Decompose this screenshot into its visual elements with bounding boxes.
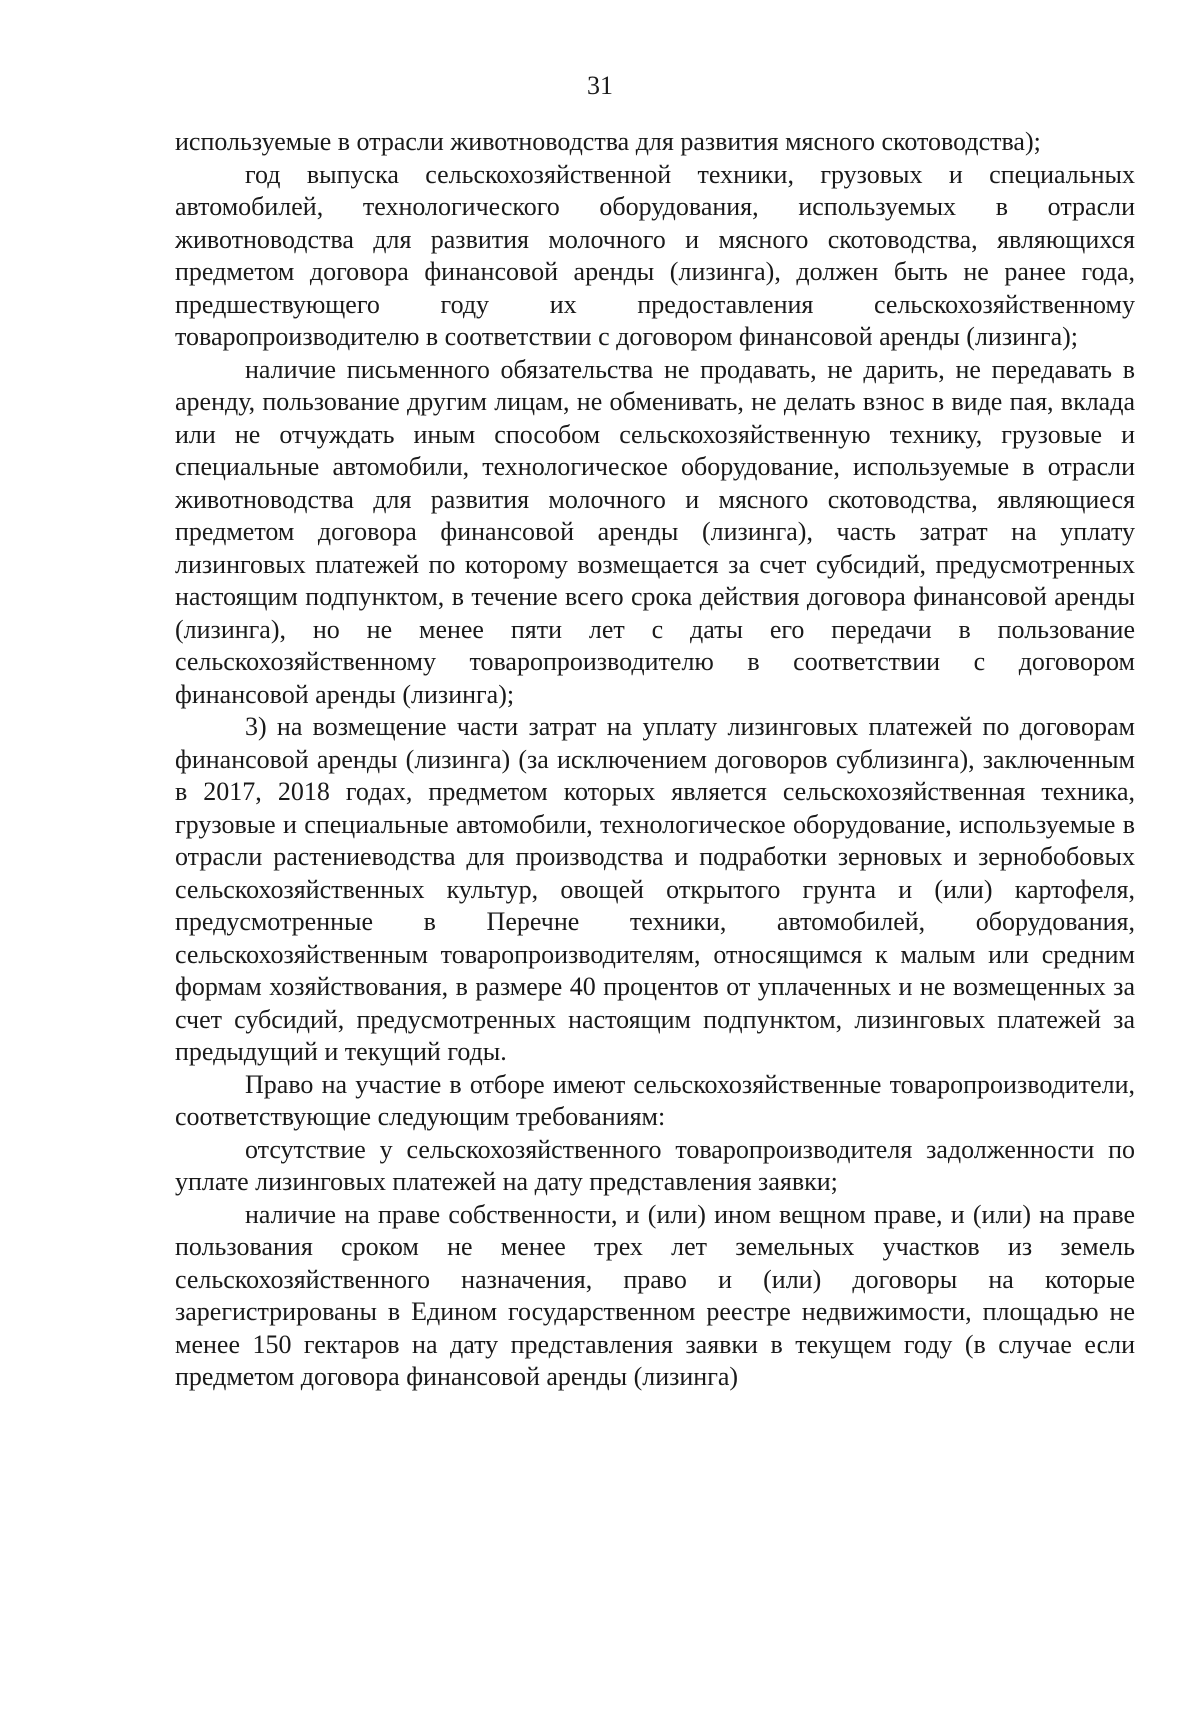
paragraph-continuation: используемые в отрасли животноводства для развития мясного скотоводства); [175,127,1041,156]
document-body [175,126,1135,1394]
paragraph-item-3: 3) на возмещение части затрат на уплату лизинговых платежей по договорам финансовой аренды (лизинга) (за исключением договоров сублизинга), заключенным в 2017, 2018 годах, предметом которых является сельскохозяйственная техника, грузовые и специальные автомобили, технологическое оборудование, используемые в отрасли растениеводства для производства и подработки зерновых и зернобобовых сельскохозяйственных культур, овощей открытого грунта и (или) картофеля, предусмотренные в Перечне техники, автомобилей, оборудования, сельскохозяйственным товаропроизводителям, относящимся к малым или средним формам хозяйствования, в размере 40 процентов от уплаченных и не возмещенных за счет субсидий, предусмотренных настоящим подпунктом, лизинговых платежей за предыдущий и текущий годы. [175,712,1135,1066]
page-number: 31 [587,71,613,100]
paragraph-written-obligation: наличие письменного обязательства не продавать, не дарить, не передавать в аренду, пользование другим лицам, не обменивать, не делать взнос в виде пая, вклада или не отчуждать иным способом сельскохозяйственную технику, грузовые и специальные автомобили, технологическое оборудование, используемые в отрасли животноводства для развития молочного и мясного скотоводства, являющиеся предметом договора финансовой аренды (лизинга), часть затрат на уплату лизинговых платежей по которому возмещается за счет субсидий, предусмотренных настоящим подпунктом, в течение всего срока действия договора финансовой аренды (лизинга), но не менее пяти лет с даты его передачи в пользование сельскохозяйственному товаропроизводителю в соответствии с договором финансовой аренды (лизинга); [175,354,1135,709]
paragraph-manufacture-year: год выпуска сельскохозяйственной техники, грузовых и специальных автомобилей, технологического оборудования, используемых в отрасли животноводства для развития молочного и мясного скотоводства, являющихся предметом договора финансовой аренды (лизинга), должен быть не ранее года, предшествующего году их предоставления сельскохозяйственному товаропроизводителю в соответствии с договором финансовой аренды (лизинга); [175,159,1135,351]
paragraph-selection-right: Право на участие в отборе имеют сельскохозяйственные товаропроизводители, соответствующие следующим требованиям: [175,1069,1135,1131]
paragraph-land-ownership: наличие на праве собственности, и (или) ином вещном праве, и (или) на праве пользования сроком не менее трех лет земельных участков из земель сельскохозяйственного назначения, право и (или) договоры на которые зарегистрированы в Едином государственном реестре недвижимости, площадью не менее 150 гектаров на дату представления заявки в текущем году (в случае если предметом договора финансовой аренды (лизинга) [175,1199,1135,1391]
paragraph-no-debt: отсутствие у сельскохозяйственного товаропроизводителя задолженности по уплате лизинговых платежей на дату представления заявки; [175,1134,1135,1196]
